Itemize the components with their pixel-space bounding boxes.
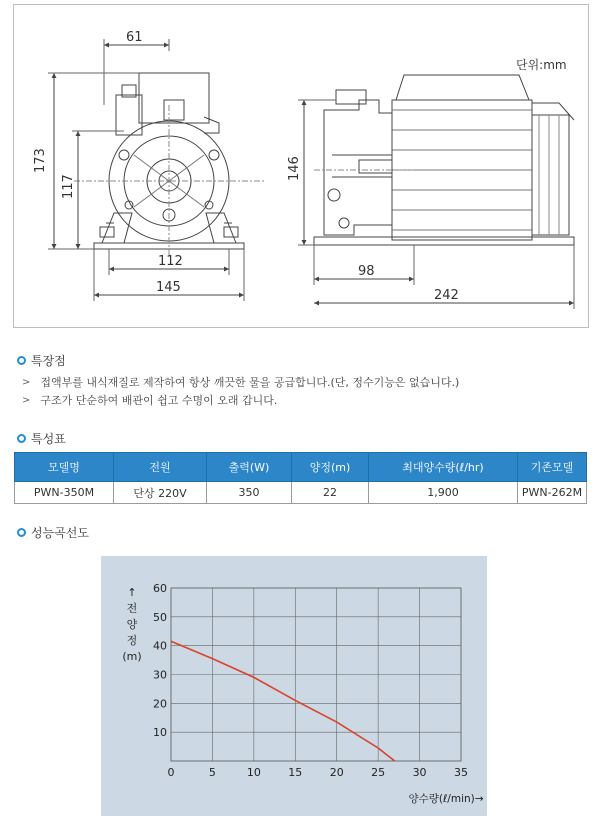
y-axis-label-char: 전 [126, 602, 138, 615]
dim-146: 146 [287, 156, 302, 181]
y-tick-label: 20 [153, 697, 167, 711]
circle-bullet-icon [17, 528, 26, 537]
x-tick-label: 5 [208, 766, 216, 779]
dim-117: 117 [61, 174, 76, 199]
spec-table [14, 452, 587, 504]
table-header-row [15, 453, 587, 482]
unit-label: 단위:mm [516, 58, 567, 72]
dim-145: 145 [156, 280, 181, 295]
circle-bullet-icon [17, 434, 26, 443]
column-header: 기존모델 [518, 453, 587, 482]
y-tick-label: 10 [153, 726, 167, 740]
dim-112: 112 [158, 254, 183, 269]
x-tick-label: 0 [167, 766, 175, 779]
x-tick-label: 25 [371, 766, 386, 779]
y-tick-label: 30 [153, 668, 167, 682]
chevron-right-icon: > [22, 395, 31, 406]
table-cell: 1,900 [369, 482, 518, 504]
side-pump-casing [324, 100, 392, 235]
x-tick-label: 20 [329, 766, 344, 779]
side-base [314, 237, 574, 245]
pump-drawing [14, 5, 588, 327]
features-title: 특장점 [31, 354, 66, 368]
list-item [22, 392, 459, 410]
x-tick-label: 10 [246, 766, 261, 779]
circle-bullet-icon [17, 356, 26, 365]
spec-heading [17, 430, 66, 447]
chevron-right-icon: > [22, 377, 31, 388]
curve-heading [17, 524, 89, 541]
features-list [22, 374, 459, 410]
column-header: 전원 [114, 453, 207, 482]
performance-chart [101, 556, 487, 816]
column-header: 출력(W) [207, 453, 292, 482]
table-cell: PWN-350M [15, 482, 114, 504]
side-terminal-box [396, 75, 529, 100]
dim-98: 98 [358, 264, 375, 279]
column-header: 양정(m) [292, 453, 369, 482]
column-header: 최대양수량(ℓ/hr) [369, 453, 518, 482]
table-row [15, 482, 587, 504]
list-item [22, 374, 459, 392]
curve-title: 성능곡선도 [31, 526, 89, 540]
x-tick-label: 15 [288, 766, 303, 779]
features-heading [17, 352, 66, 369]
feature-text: 구조가 단순하여 배관이 쉽고 수명이 오래 갑니다. [40, 394, 278, 407]
x-tick-label: 30 [412, 766, 427, 779]
table-cell: 350 [207, 482, 292, 504]
column-header: 모델명 [15, 453, 114, 482]
dim-61: 61 [126, 30, 143, 45]
side-fan-cover [532, 115, 569, 235]
table-cell: 단상 220V [114, 482, 207, 504]
y-axis-label-char: 정 [126, 634, 138, 647]
y-axis-label-char: ↑ [127, 586, 137, 599]
table-cell: 22 [292, 482, 369, 504]
x-axis-label: 양수량(ℓ/min)→ [408, 793, 484, 805]
y-tick-label: 40 [153, 639, 167, 653]
y-axis-label-char: 양 [126, 618, 138, 631]
y-tick-label: 60 [153, 582, 167, 595]
table-cell: PWN-262M [518, 482, 587, 504]
y-tick-label: 50 [153, 610, 167, 624]
performance-chart-svg [101, 556, 487, 816]
y-axis-label-char: (m) [122, 650, 142, 663]
dim-242: 242 [434, 288, 459, 303]
spec-title: 특성표 [31, 432, 66, 446]
dimension-drawing [13, 4, 589, 328]
dim-173: 173 [33, 148, 48, 173]
feature-text: 접액부를 내식재질로 제작하여 항상 깨끗한 물을 공급합니다.(단, 정수기능은 없습니다.) [40, 376, 460, 389]
front-top-housing [139, 73, 209, 123]
x-tick-label: 35 [454, 766, 468, 779]
